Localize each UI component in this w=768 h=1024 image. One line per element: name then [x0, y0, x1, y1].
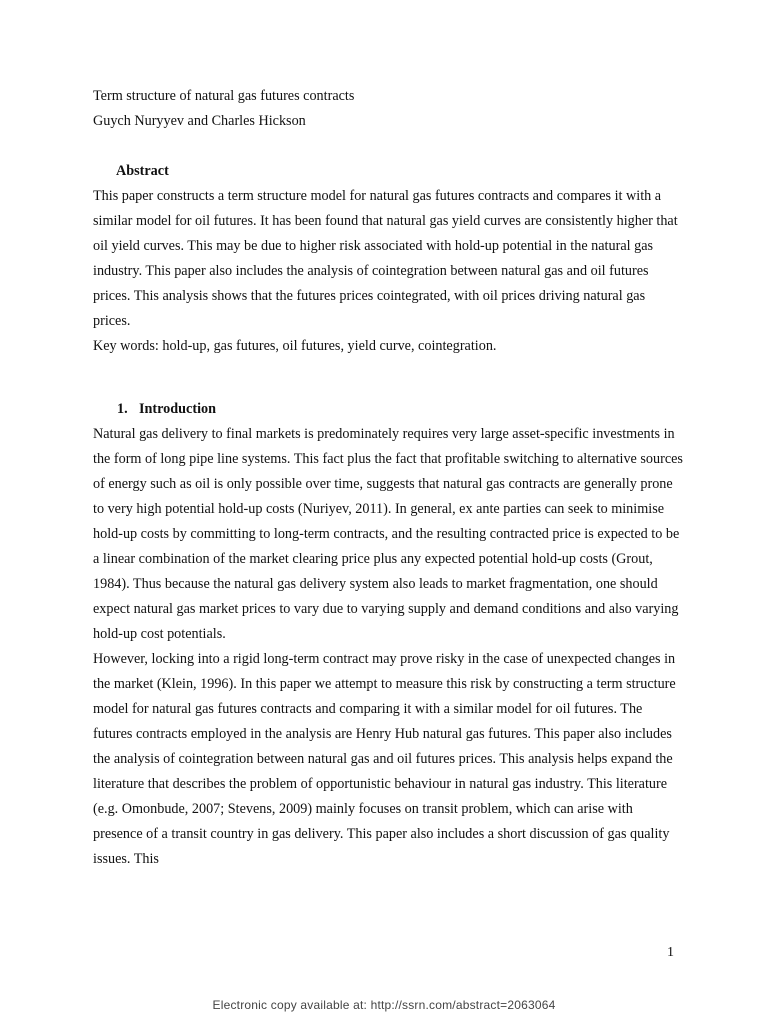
paper-content	[93, 84, 683, 872]
introduction-paragraph-1: Natural gas delivery to final markets is predominately requires very large asset-specific investments in the form of long pipe line systems. This fact plus the fact that profitable switching to alternative sources of energy such as oil is only possible over time, suggests that natural gas contracts are generally prone to very high potential hold-up costs (Nuriyev, 2011). In general, ex ante parties can seek to minimise hold-up costs by committing to long-term contracts, and the resulting contracted price is expected to be a linear combination of the market clearing price plus any expected potential hold-up costs (Grout, 1984). Thus because the natural gas delivery system also leads to market fragmentation, one should expect natural gas market prices to vary due to varying supply and demand conditions and also varying hold-up cost potentials.	[93, 426, 683, 642]
paper-authors: Guych Nuryyev and Charles Hickson	[93, 113, 306, 129]
paper-title: Term structure of natural gas futures contracts	[93, 88, 355, 104]
introduction-paragraph-2: However, locking into a rigid long-term contract may prove risky in the case of unexpected changes in the market (Klein, 1996). In this paper we attempt to measure this risk by constructing a term structure model for natural gas futures contracts and comparing it with a similar model for oil futures. The futures contracts employed in the analysis are Henry Hub natural gas futures. This paper also includes the analysis of cointegration between natural gas and oil futures prices. This analysis helps expand the literature that describes the problem of opportunistic behaviour in natural gas industry. This literature (e.g. Omonbude, 2007; Stevens, 2009) mainly focuses on transit problem, which can arise with presence of a transit country in gas delivery. This paper also includes a short discussion of gas quality issues. This	[93, 651, 676, 867]
abstract-body: This paper constructs a term structure model for natural gas futures contracts and compares it with a similar model for oil futures. It has been found that natural gas yield curves are consistently higher that oil yield curves. This may be due to higher risk associated with hold-up potential in the natural gas industry. This paper also includes the analysis of cointegration between natural gas and oil futures prices. This analysis shows that the futures prices cointegrated, with oil prices driving natural gas prices.	[93, 188, 678, 329]
abstract-heading: Abstract	[116, 163, 169, 179]
keywords: Key words: hold-up, gas futures, oil futures, yield curve, cointegration.	[93, 338, 497, 354]
ssrn-footer: Electronic copy available at: http://ssrn.com/abstract=2063064	[212, 998, 556, 1012]
page-number: 1	[667, 945, 674, 960]
introduction-heading	[117, 397, 683, 422]
section-number: 1.	[117, 401, 128, 417]
section-title: Introduction	[139, 401, 216, 417]
